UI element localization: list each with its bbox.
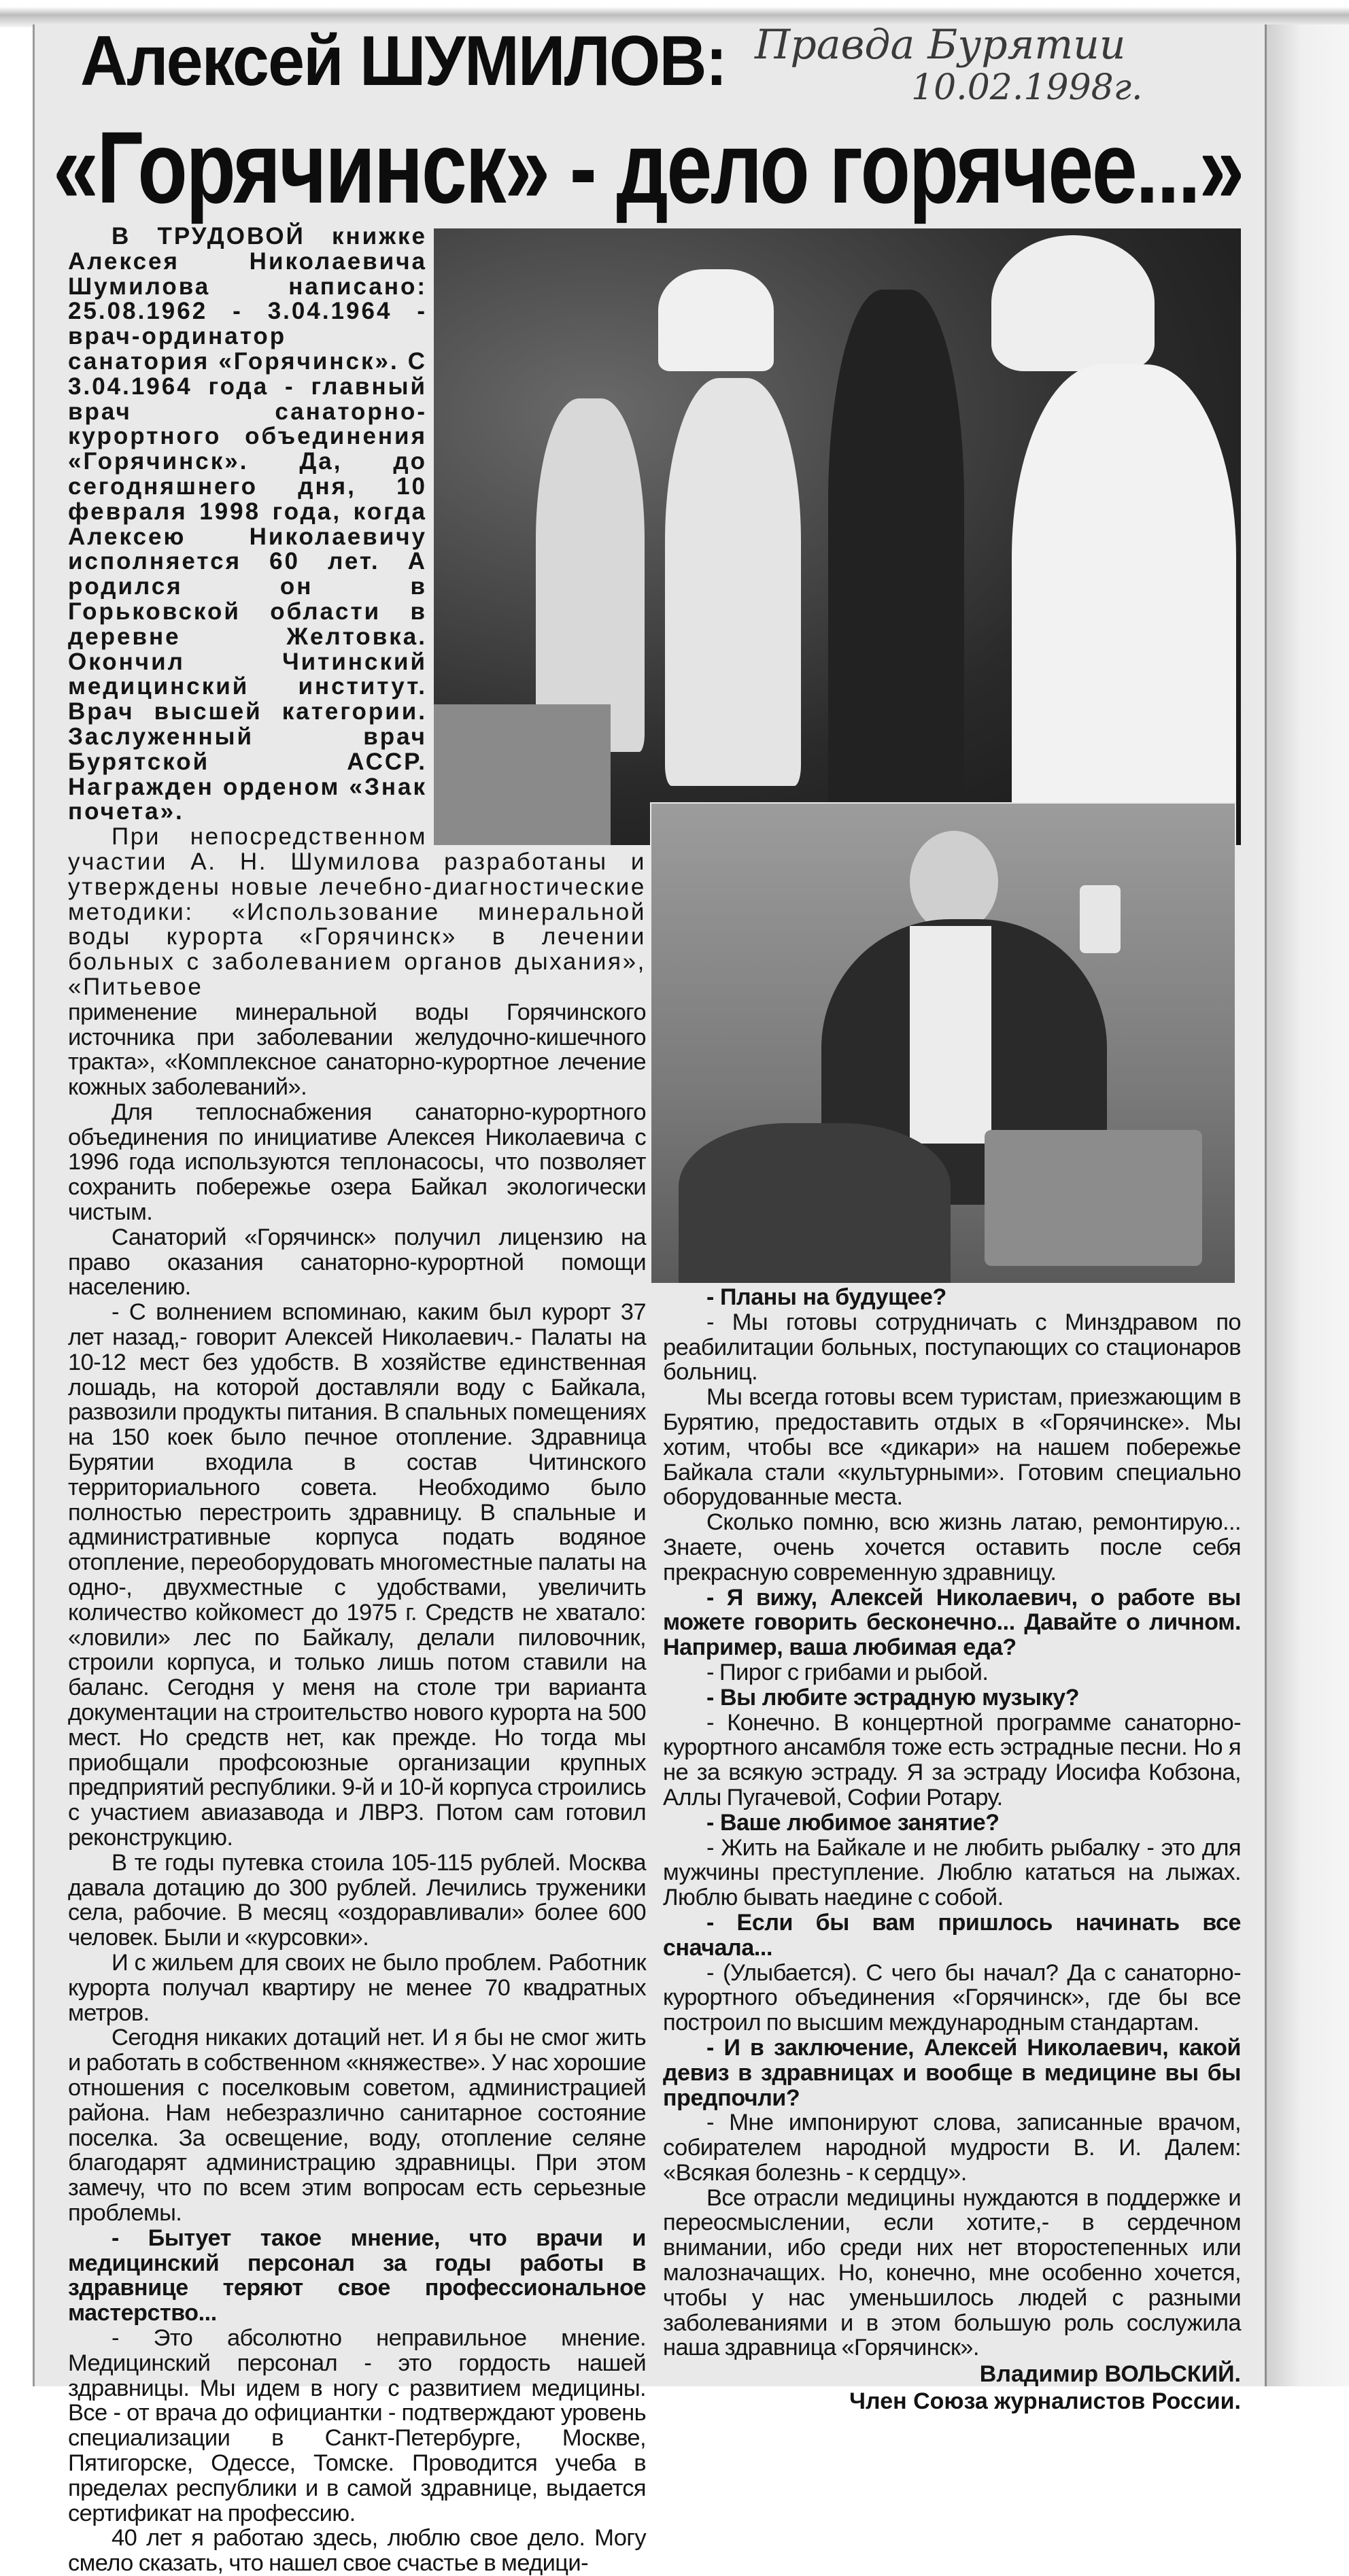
article-paragraph: Сколько помню, всю жизнь латаю, ремонтирую... Знаете, очень хочется оставить после себя прекрасную современную здравницу. xyxy=(663,1509,1241,1585)
article-paragraph: - (Улыбается). С чего бы начал? Да с санаторно-курортного объединения «Горячинск», где бы все построил по высшим международным стандартам. xyxy=(663,1959,1241,2036)
article-paragraph: - Мне импонируют слова, записанные врачом, собирателем народной мудрости В. И. Далем: «Всякая болезнь - к сердцу». xyxy=(663,2110,1241,2186)
interview-question: - И в заключение, Алексей Николаевич, какой девиз в здравницах и вообще в медицине вы бы предпочли? xyxy=(663,2034,1241,2111)
photo-shirt xyxy=(910,926,991,1144)
interview-question: - Вы любите эстрадную музыку? xyxy=(706,1684,1080,1711)
headline-title: «Горячинск» - дело горячее...» xyxy=(53,110,1243,224)
article-paragraph: Мы всегда готовы всем туристам, приезжающим в Бурятию, предоставить отдых в «Горячинске». Мы хотим, чтобы все «дикари» на нашем побережье Байкала стали «культурными». Готовим специально оборудованные места. xyxy=(663,1384,1241,1511)
photo-figure xyxy=(1012,364,1236,845)
photo-legs xyxy=(679,1123,951,1283)
interview-question: - Бытует такое мнение, что врачи и медицинский персонал за годы работы в здравнице теряют свое профессиональное мастерство... xyxy=(68,2225,646,2326)
article-paragraph: - С волнением вспоминаю, каким был курорт 37 лет назад,- говорит Алексей Николаевич.- Палаты на 10-12 мест без удобств. В хозяйстве единственная лошадь, на которой доставляли воду с Байкала, развозили продукты питания. В спальных помещениях на 150 коек было печное отопление. Здравница Бурятии входила в состав Читинского территориального совета. Необходимо было полностью перестроить здравницу. В спальные и административные корпуса подать водяное отопление, переоборудовать многоместные палаты на одно-, двухместные с удобствами, увеличить количество койкомест до 1975 г. Средств не хватало: «ловили» лес по Байкалу, делали пиловочник, строили корпуса, и только лишь потом ставили на баланс. Сегодня у меня на столе три варианта документации на строительство нового курорта на 500 мест. Но средств нет, как прежде. Но тогда мы приобщали профсоюзные организации крупных предприятий республики. 9-й и 10-й корпуса строились с участием авиазавода и ЛВРЗ. Потом сам готовил реконструкцию. xyxy=(68,1299,646,1851)
article-paragraph: Сегодня никаких дотаций нет. И я бы не смог жить и работать в собственном «княжестве». У нас хорошие отношения с поселковым советом, администрацией района. Нам небезразлично санитарное состояние поселка. За освещение, воду, отопление селяне благодарят администрацию здравницы. При этом замечу, что по всем этим вопросам есть серьезные проблемы. xyxy=(68,2025,646,2226)
headline-name: Алексей ШУМИЛОВ: xyxy=(80,22,727,101)
handwritten-source: Правда Бурятии xyxy=(755,21,1126,69)
byline-author: Владимир ВОЛЬСКИЙ. xyxy=(979,2361,1241,2388)
article-paragraph: И с жильем для своих не было проблем. Работник курорта получал квартиру не менее 70 квадратных метров. xyxy=(68,1949,646,2026)
article-paragraph: применение минеральной воды Горячинского источника при заболевании желудочно-кишечного тракта», «Комплексное санаторно-курортное лечение кожных заболеваний». xyxy=(68,999,646,1101)
article-left-column xyxy=(68,224,646,2576)
article-paragraph: Санаторий «Горячинск» получил лицензию на право оказания санаторно-курортной помощи населению. xyxy=(68,1224,646,1301)
photo-man-with-basket xyxy=(650,802,1236,1284)
article-paragraph: - Это абсолютно неправильное мнение. Медицинский персонал - это гордость нашей здравницы. Мы идем в ногу с развитием медицины. Все - от врача до официантки - подтверждают уровень специализации в Санкт-Петербурге, Москве, Пятигорске, Одессе, Томске. Проводится учеба в пределах республики и в самой здравнице, выдается сертификат на профессию. xyxy=(68,2324,646,2526)
article-paragraph: В те годы путевка стоила 105-115 рублей. Москва давала дотацию до 300 рублей. Лечились труженики села, рабочие. В месяц «оздоравливали» более 600 человек. Были и «курсовки». xyxy=(68,1849,646,1951)
interview-question: - Если бы вам пришлось начинать все сначала... xyxy=(663,1909,1241,1961)
photo-wrap-spacer xyxy=(427,224,646,845)
article-paragraph: 40 лет я работаю здесь, люблю свое дело. Могу смело сказать, что нашел свое счастье в медици- xyxy=(68,2525,646,2576)
article-paragraph: В ТРУДОВОЙ книжке Алексея Николаевича Шумилова написано: 25.08.1962 - 3.04.1964 - врач-ординатор санатория «Горячинск». С 3.04.1964 года - главный врач санаторно-курортного объединения «Горячинск». Да, до сегодняшнего дня, 10 февраля 1998 года, когда Алексею Николаевичу исполняется 60 лет. А родился он в Горьковской области в деревне Желтовка. Окончил Читинский медицинский институт. Врач высшей категории. Заслуженный врач Бурятской АССР. Награжден орденом «Знак почета». xyxy=(68,223,427,825)
article-paragraph: - Конечно. В концертной программе санаторно-курортного ансамбля тоже есть эстрадные песни. Но я не за всякую эстраду. Я за эстраду Иосифа Кобзона, Аллы Пугачевой, Софии Ротару. xyxy=(663,1709,1241,1810)
article-paragraph: Все отрасли медицины нуждаются в поддержке и переосмыслении, если хотите,- в сердечном внимании, ибо среди них нет второстепенных или малозначащих. Но, конечно, мне особенно хочется, чтобы у нас уменьшилось людей с разными заболеваниями и в этом большую роль сослужила наша здравница «Горячинск». xyxy=(663,2184,1241,2361)
byline-affiliation: Член Союза журналистов России. xyxy=(849,2388,1241,2415)
article-paragraph: Для теплоснабжения санаторно-курортного объединения по инициативе Алексея Николаевича с 1996 года используются теплонасосы, что позволяет сохранить побережье озера Байкал экологически чистым. xyxy=(68,1099,646,1226)
article-paragraph: - Пирог с грибами и рыбой. xyxy=(706,1659,989,1685)
photo-figure xyxy=(991,235,1155,371)
photo-figure xyxy=(658,269,774,371)
photo-figure xyxy=(665,378,801,786)
article-paragraph: - Жить на Байкале и не любить рыбалку - это для мужчины преступление. Люблю кататься на лыжах. Люблю бывать наедине с собой. xyxy=(663,1834,1241,1911)
interview-question: - Я вижу, Алексей Николаевич, о работе вы можете говорить бесконечно... Давайте о личном. Например, ваша любимая еда? xyxy=(663,1584,1241,1661)
handwritten-date: 10.02.1998г. xyxy=(911,67,1143,108)
article-right-column xyxy=(663,1285,1241,2415)
interview-question: - Ваше любимое занятие? xyxy=(706,1809,1000,1836)
scan-margin xyxy=(1265,24,1349,2386)
article-paragraph: - Мы готовы сотрудничать с Минздравом по реабилитации больных, поступающих со стационаров больниц. xyxy=(663,1309,1241,1386)
photo-head xyxy=(910,831,998,933)
photo-figure xyxy=(828,290,964,820)
photo-basket xyxy=(985,1130,1202,1266)
interview-question: - Планы на будущее? xyxy=(706,1284,946,1310)
article-paragraph: При непосредственном участии А. Н. Шумилова разработаны и утверждены новые лечебно-диагностические методики: «Использование минеральной воды курорта «Горячинск» в лечении больных с заболеванием органов дыхания», «Питьевое xyxy=(68,823,646,1000)
photo-jar xyxy=(1080,885,1121,953)
